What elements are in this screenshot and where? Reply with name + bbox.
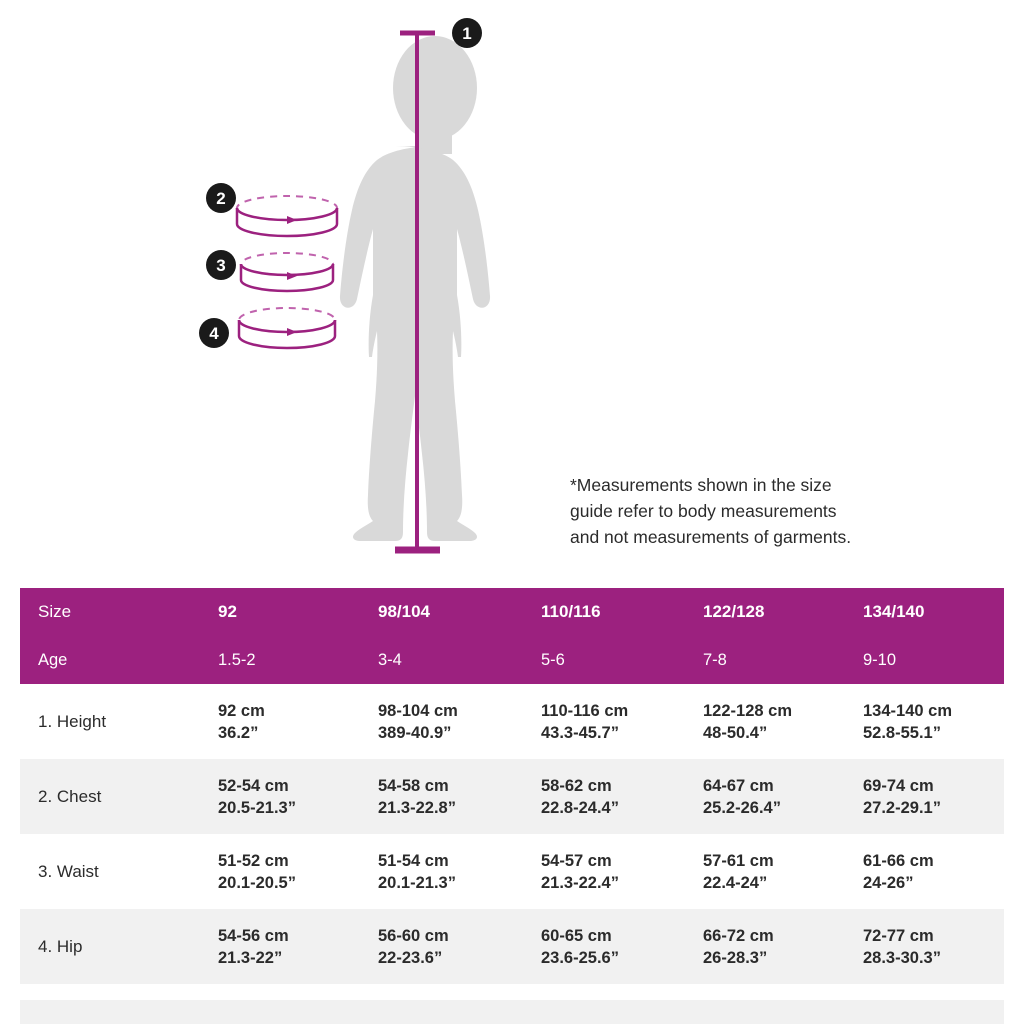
hip-cm-1: 56-60 cm [378, 926, 449, 945]
waist-cm-3: 57-61 cm [703, 851, 774, 870]
height-cell-2 [523, 684, 685, 759]
hip-in-4: 28.3-30.3” [863, 948, 941, 967]
hip-cell-4 [845, 909, 1004, 984]
marker-badge-hip: 4 [199, 318, 229, 348]
waist-cm-4: 61-66 cm [863, 851, 934, 870]
row-label-chest: 2. Chest [20, 759, 200, 834]
note-line-2: guide refer to body measurements [570, 501, 837, 521]
waist-cell-4 [845, 834, 1004, 909]
chest-cell-1 [360, 759, 523, 834]
table-row-chest [20, 759, 1004, 834]
note-line-3: and not measurements of garments. [570, 527, 852, 547]
age-value-0: 1.5-2 [200, 636, 360, 684]
header-size-0: 92 [200, 588, 360, 636]
hip-cm-0: 54-56 cm [218, 926, 289, 945]
height-cm-4: 134-140 cm [863, 701, 952, 720]
height-cell-1 [360, 684, 523, 759]
age-value-1: 3-4 [360, 636, 523, 684]
waist-cell-2 [523, 834, 685, 909]
chest-cell-2 [523, 759, 685, 834]
row-label-waist: 3. Waist [20, 834, 200, 909]
age-value-2: 5-6 [523, 636, 685, 684]
chest-in-4: 27.2-29.1” [863, 798, 941, 817]
waist-cell-1 [360, 834, 523, 909]
header-size-4: 134/140 [845, 588, 1004, 636]
waist-in-4: 24-26” [863, 873, 914, 892]
hip-in-0: 21.3-22” [218, 948, 283, 967]
waist-cm-1: 51-54 cm [378, 851, 449, 870]
table-row-hip [20, 909, 1004, 984]
hip-cm-2: 60-65 cm [541, 926, 612, 945]
table-row-waist [20, 834, 1004, 909]
marker-badge-waist: 3 [206, 250, 236, 280]
waist-in-1: 20.1-21.3” [378, 873, 456, 892]
age-value-4: 9-10 [845, 636, 1004, 684]
chest-cell-3 [685, 759, 845, 834]
chest-in-0: 20.5-21.3” [218, 798, 296, 817]
hip-in-3: 26-28.3” [703, 948, 768, 967]
chest-in-3: 25.2-26.4” [703, 798, 781, 817]
waist-in-2: 21.3-22.4” [541, 873, 619, 892]
measurement-note [570, 472, 970, 550]
table-bottom-strip [20, 1000, 1004, 1024]
height-cell-4 [845, 684, 1004, 759]
row-label-hip: 4. Hip [20, 909, 200, 984]
height-cm-1: 98-104 cm [378, 701, 458, 720]
table-age-row [20, 636, 1004, 684]
height-cell-0 [200, 684, 360, 759]
waist-cm-2: 54-57 cm [541, 851, 612, 870]
waist-in-3: 22.4-24” [703, 873, 768, 892]
waist-measure-ellipse [241, 253, 333, 291]
height-in-0: 36.2” [218, 723, 259, 742]
hip-cell-2 [523, 909, 685, 984]
height-in-1: 389-40.9” [378, 723, 452, 742]
child-body-figure [150, 10, 610, 570]
chest-in-1: 21.3-22.8” [378, 798, 456, 817]
header-size-2: 110/116 [523, 588, 685, 636]
height-in-4: 52.8-55.1” [863, 723, 941, 742]
chest-in-2: 22.8-24.4” [541, 798, 619, 817]
chest-cm-1: 54-58 cm [378, 776, 449, 795]
age-label: Age [20, 636, 200, 684]
height-cell-3 [685, 684, 845, 759]
size-chart-table [20, 588, 1004, 984]
table-row-height [20, 684, 1004, 759]
chest-cell-0 [200, 759, 360, 834]
hip-cell-3 [685, 909, 845, 984]
row-label-height: 1. Height [20, 684, 200, 759]
marker-badge-chest: 2 [206, 183, 236, 213]
chest-cm-0: 52-54 cm [218, 776, 289, 795]
waist-cm-0: 51-52 cm [218, 851, 289, 870]
hip-in-1: 22-23.6” [378, 948, 443, 967]
age-value-3: 7-8 [685, 636, 845, 684]
hip-cell-0 [200, 909, 360, 984]
waist-cell-0 [200, 834, 360, 909]
chest-cell-4 [845, 759, 1004, 834]
chest-cm-3: 64-67 cm [703, 776, 774, 795]
hip-cm-4: 72-77 cm [863, 926, 934, 945]
height-cm-2: 110-116 cm [541, 701, 629, 720]
hip-in-2: 23.6-25.6” [541, 948, 619, 967]
header-size-label: Size [20, 588, 200, 636]
height-in-2: 43.3-45.7” [541, 723, 619, 742]
height-in-3: 48-50.4” [703, 723, 768, 742]
waist-cell-3 [685, 834, 845, 909]
marker-badge-height: 1 [452, 18, 482, 48]
height-cm-3: 122-128 cm [703, 701, 792, 720]
header-size-3: 122/128 [685, 588, 845, 636]
chest-cm-2: 58-62 cm [541, 776, 612, 795]
hip-measure-ellipse [239, 308, 335, 348]
chest-measure-ellipse [237, 196, 337, 236]
waist-in-0: 20.1-20.5” [218, 873, 296, 892]
header-size-1: 98/104 [360, 588, 523, 636]
table-header-row [20, 588, 1004, 636]
hip-cm-3: 66-72 cm [703, 926, 774, 945]
note-line-1: *Measurements shown in the size [570, 475, 832, 495]
height-cm-0: 92 cm [218, 701, 265, 720]
hip-cell-1 [360, 909, 523, 984]
chest-cm-4: 69-74 cm [863, 776, 934, 795]
